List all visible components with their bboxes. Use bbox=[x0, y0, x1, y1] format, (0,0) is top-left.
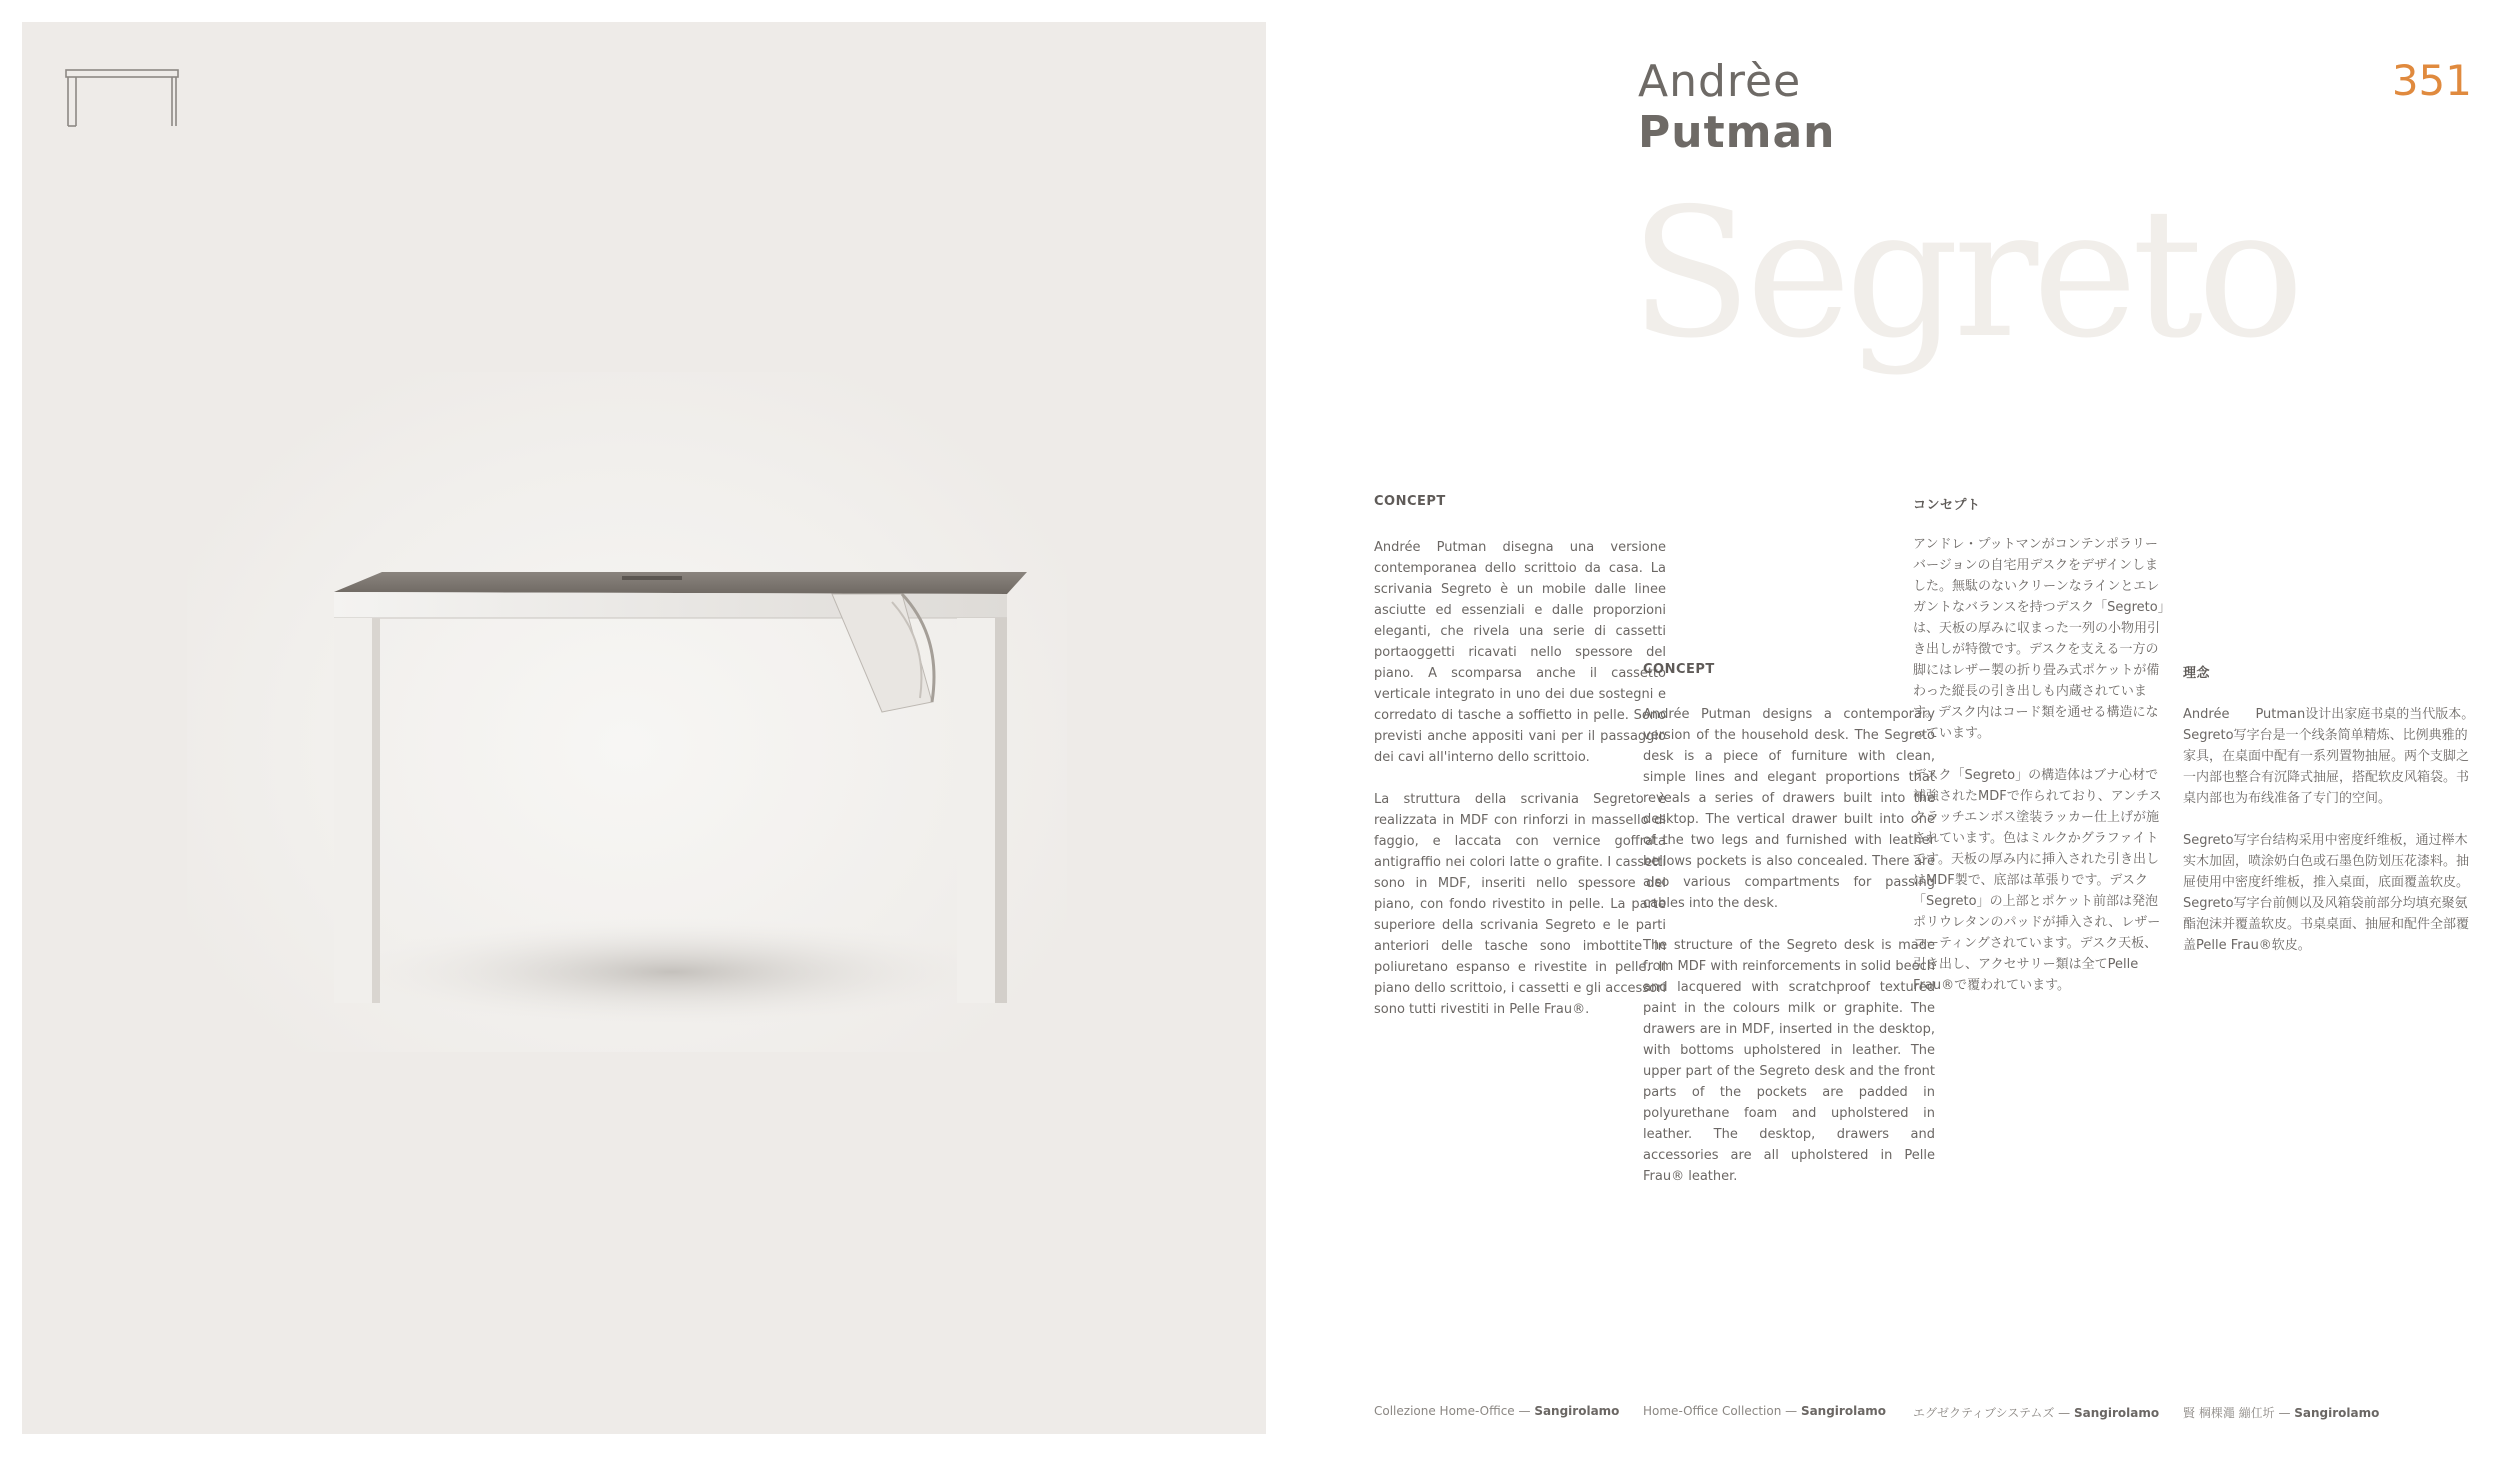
footer-english bbox=[1643, 1404, 1886, 1418]
english-paragraph-1: Andrée Putman designs a contemporary version of the household desk. The Segreto desk is a piece of furniture with clean, simple lines and elegant proportions that reveals a series of drawers built into the desktop. The vertical drawer built into one of the two legs and furnished with leather bellows pockets is also concealed. There are also various compartments for passing cables into the desk. bbox=[1643, 707, 1935, 911]
english-column bbox=[1643, 704, 1935, 1208]
product-name-watermark: Segreto bbox=[1630, 170, 2299, 377]
footer-japanese bbox=[1913, 1404, 2159, 1421]
footer-italian bbox=[1374, 1404, 1619, 1418]
footer-chinese-brand: Sangirolamo bbox=[2294, 1406, 2380, 1420]
italian-column bbox=[1374, 537, 1666, 1041]
italian-paragraph-2: La struttura della scrivania Segreto è realizzata in MDF con rinforzi in massello di faggio, e laccata con vernice goffrata antigraffio nei colori latte o grafite. I cassetti sono in MDF, inseriti nello spessore del piano, con fondo rivestito in pelle. La parte superiore della scrivania Segreto e le parti anteriori delle tasche sono imbottite in poliuretano espanso e rivestite in pelle. Il piano dello scrittoio, i cassetti e gli accessori sono tutti rivestiti in Pelle Frau®. bbox=[1374, 792, 1666, 1017]
english-heading: CONCEPT bbox=[1643, 662, 1715, 677]
footer-italian-prefix: Collezione Home-Office — bbox=[1374, 1404, 1535, 1418]
footer-english-prefix: Home-Office Collection — bbox=[1643, 1404, 1801, 1418]
footer-italian-brand: Sangirolamo bbox=[1534, 1404, 1620, 1418]
footer-japanese-prefix: エグゼクティブシステムズ — bbox=[1913, 1406, 2074, 1420]
footer-chinese-prefix: 賢 棡棵澠 繃仜圻 — bbox=[2183, 1406, 2295, 1420]
author-first-name: Andrèe bbox=[1638, 56, 1802, 107]
author-last-name: Putman bbox=[1638, 107, 1836, 158]
japanese-column bbox=[1913, 534, 2165, 1017]
japanese-paragraph-1: アンドレ・プットマンがコンテンポラリーバージョンの自宅用デスクをデザインしました。無駄のないクリーンなラインとエレガントなバランスを持つデスク「Segreto」は、天板の厚みに収まった一列の小物用引き出しが特徴です。デスクを支える一方の脚にはレザー製の折り畳み式ポケットが備わった縦長の引き出しも内蔵されています。デスク内はコード類を通せる構造になっています。 bbox=[1913, 537, 2165, 741]
chinese-paragraph-1: Andrée Putman设计出家庭书桌的当代版本。Segreto写字台是一个线条简单精炼、比例典雅的家具，在桌面中配有一系列置物抽屉。两个支脚之一内部也整合有沉降式抽屉，搭配软皮风箱袋。书桌内部也为布线准备了专门的空间。 bbox=[2183, 707, 2475, 806]
desk-outline-icon bbox=[64, 68, 180, 128]
japanese-heading: コンセプト bbox=[1913, 498, 1981, 513]
footer-japanese-brand: Sangirolamo bbox=[2074, 1406, 2160, 1420]
chinese-column bbox=[2183, 704, 2475, 977]
chinese-heading: 理念 bbox=[2183, 666, 2211, 681]
chinese-paragraph-2: Segreto写字台结构采用中密度纤维板，通过榉木实木加固，喷涂奶白色或石墨色防划压花漆料。抽屉使用中密度纤维板，推入桌面，底面覆盖软皮。Segreto写字台前侧以及风箱袋前部分均填充聚氨酯泡沫并覆盖软皮。书桌桌面、抽屉和配件全部覆盖Pelle Frau®软皮。 bbox=[2183, 833, 2470, 953]
footer-chinese bbox=[2183, 1404, 2379, 1421]
left-page bbox=[22, 22, 1266, 1434]
english-paragraph-2: The structure of the Segreto desk is made from MDF with reinforcements in solid beech and lacquered with scratchproof textured paint in the colours milk or graphite. The drawers are in MDF, inserted in the desktop, with bottoms upholstered in leather. The upper part of the Segreto desk and the front parts of the pockets are padded in polyurethane foam and upholstered in leather. The desktop, drawers and accessories are all upholstered in Pelle Frau® leather. bbox=[1643, 938, 1935, 1184]
page-number: 351 bbox=[2391, 56, 2472, 105]
italian-paragraph-1: Andrée Putman disegna una versione contemporanea dello scrittoio da casa. La scrivania Segreto è un mobile dalle linee asciutte ed essenziali e dalle proporzioni eleganti, che rivela una serie di cassetti portaoggetti ricavati nello spessore del piano. A scomparsa anche il cassetto verticale integrato in uno dei due sostegni e corredato di tasche a soffietto in pelle. Sono previsti anche appositi vani per il passaggio dei cavi all'interno dello scrittoio. bbox=[1374, 540, 1666, 765]
desk-photo bbox=[292, 542, 1032, 1042]
japanese-paragraph-2: デスク「Segreto」の構造体はブナ心材で補強されたMDFで作られており、アンチスクラッチエンボス塗装ラッカー仕上げが施されています。色はミルクかグラファイトです。天板の厚み内に挿入された引き出しはMDF製で、底部は革張りです。デスク「Segreto」の上部とポケット前部は発泡ポリウレタンのパッドが挿入され、レザーコーティングされています。デスク天板、引き出し、アクセサリー類は全てPelle Frau®で覆われています。 bbox=[1913, 768, 2162, 993]
italian-heading: CONCEPT bbox=[1374, 494, 1446, 509]
footer-english-brand: Sangirolamo bbox=[1800, 1404, 1887, 1418]
